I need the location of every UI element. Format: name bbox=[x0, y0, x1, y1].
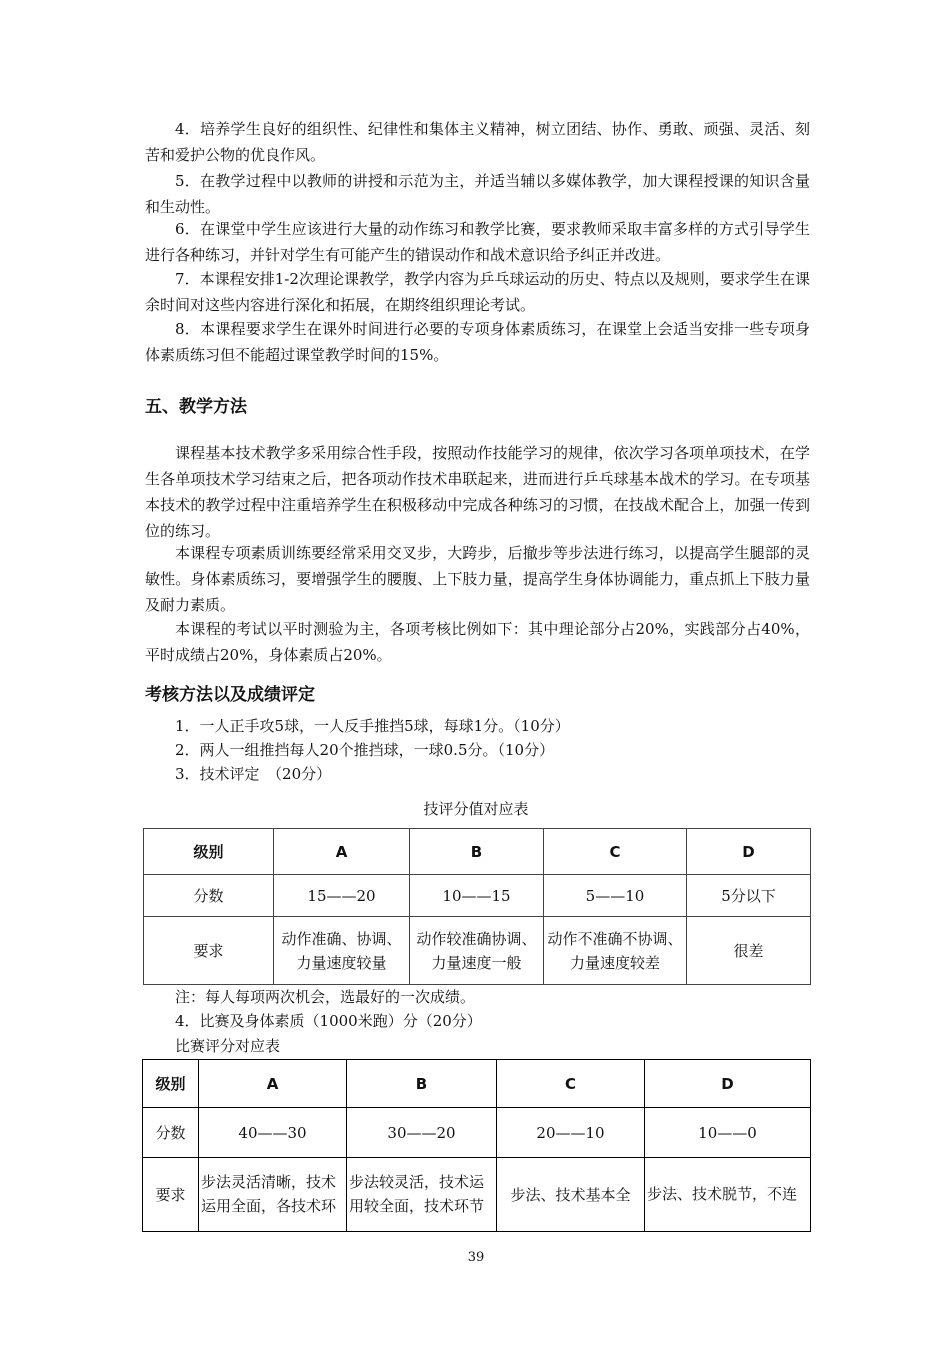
table-header-cell: D bbox=[645, 1060, 811, 1108]
table-cell: 要求 bbox=[143, 1158, 199, 1232]
page-number: 39 bbox=[467, 1250, 485, 1265]
table-row bbox=[143, 1060, 811, 1108]
table-cell: 步法、技术基本全 bbox=[497, 1158, 645, 1232]
table-note: 注：每人每项两次机会，选最好的一次成绩。 bbox=[175, 988, 476, 1006]
table-cell bbox=[347, 1158, 497, 1232]
table-cell: 5——10 bbox=[544, 875, 687, 917]
section-heading: 考核方法以及成绩评定 bbox=[145, 685, 315, 705]
table-cell: 很差 bbox=[687, 917, 811, 985]
table-cell: 5分以下 bbox=[687, 875, 811, 917]
match-score-table bbox=[142, 1059, 811, 1232]
table-cell: 30——20 bbox=[347, 1108, 497, 1158]
table-cell-text: 步法较灵活，技术运用较全面，技术环节 bbox=[349, 1172, 485, 1215]
table-header-cell: 级别 bbox=[144, 829, 274, 875]
table-header-cell: B bbox=[347, 1060, 497, 1108]
table-header-cell: A bbox=[199, 1060, 347, 1108]
table-header-cell: C bbox=[497, 1060, 645, 1108]
table-caption: 比赛评分对应表 bbox=[175, 1037, 281, 1055]
list-item: 4．比赛及身体素质（1000米跑）分（20分） bbox=[175, 1012, 482, 1030]
paragraph: 本课程专项素质训练要经常采用交叉步，大跨步，后撤步等步法进行练习，以提高学生腿部的灵敏性。身体素质练习，要增强学生的腰腹、上下肢力量，提高学生身体协调能力，重点抓上下肢力量及耐力素质。 bbox=[145, 544, 810, 614]
list-item: 5．在教学过程中以教师的讲授和示范为主，并适当辅以多媒体教学，加大课程授课的知识含量和生动性。 bbox=[145, 172, 810, 216]
table-header-cell: B bbox=[410, 829, 544, 875]
table-caption: 技评分值对应表 bbox=[423, 800, 529, 818]
technical-score-table bbox=[143, 828, 811, 985]
table-cell: 动作准确、协调、力量速度较量 bbox=[274, 917, 410, 985]
list-item: 6．在课堂中学生应该进行大量的动作练习和教学比赛，要求教师采取丰富多样的方式引导学生进行各种练习，并针对学生有可能产生的错误动作和战术意识给予纠正并改进。 bbox=[145, 220, 810, 264]
section-heading: 五、教学方法 bbox=[145, 397, 247, 417]
table-row bbox=[144, 829, 811, 875]
paragraph: 本课程的考试以平时测验为主，各项考核比例如下：其中理论部分占20%，实践部分占40%，平时成绩占20%，身体素质占20%。 bbox=[145, 620, 810, 664]
list-item: 1．一人正手攻5球，一人反手推挡5球，每球1分。（10分） bbox=[175, 717, 570, 735]
table-cell: 动作较准确协调、力量速度一般 bbox=[410, 917, 544, 985]
table-cell: 动作不准确不协调、力量速度较差 bbox=[544, 917, 687, 985]
table-cell bbox=[645, 1158, 811, 1232]
list-item: 4．培养学生良好的组织性、纪律性和集体主义精神，树立团结、协作、勇敢、顽强、灵活、刻苦和爱护公物的优良作风。 bbox=[145, 120, 810, 164]
list-item: 8．本课程要求学生在课外时间进行必要的专项身体素质练习，在课堂上会适当安排一些专项身体素质练习但不能超过课堂教学时间的15%。 bbox=[145, 320, 810, 364]
table-cell: 分数 bbox=[144, 875, 274, 917]
list-item: 3．技术评定 （20分） bbox=[175, 765, 332, 783]
table-header-cell: A bbox=[274, 829, 410, 875]
table-row bbox=[143, 1158, 811, 1232]
table-cell-text: 步法、技术脱节，不连 bbox=[647, 1184, 798, 1203]
table-cell: 10——0 bbox=[645, 1108, 811, 1158]
table-row bbox=[144, 875, 811, 917]
table-cell: 要求 bbox=[144, 917, 274, 985]
table-cell: 10——15 bbox=[410, 875, 544, 917]
table-cell-text: 步法灵活清晰，技术运用全面，各技术环 bbox=[201, 1172, 337, 1215]
list-item: 2．两人一组推挡每人20个推挡球，一球0.5分。（10分） bbox=[175, 741, 555, 759]
table-header-cell: C bbox=[544, 829, 687, 875]
list-item: 7．本课程安排1-2次理论课教学，教学内容为乒乓球运动的历史、特点以及规则，要求学生在课余时间对这些内容进行深化和拓展，在期终组织理论考试。 bbox=[145, 270, 810, 314]
table-row bbox=[144, 917, 811, 985]
table-cell bbox=[199, 1158, 347, 1232]
table-cell: 40——30 bbox=[199, 1108, 347, 1158]
table-header-cell: 级别 bbox=[143, 1060, 199, 1108]
paragraph: 课程基本技术教学多采用综合性手段，按照动作技能学习的规律，依次学习各项单项技术，在学生各单项技术学习结束之后，把各项动作技术串联起来，进而进行乒乓球基本战术的学习。在专项基本技术的教学过程中注重培养学生在积极移动中完成各种练习的习惯，在技战术配合上，加强一传到位的练习。 bbox=[145, 444, 810, 540]
table-cell: 分数 bbox=[143, 1108, 199, 1158]
table-header-cell: D bbox=[687, 829, 811, 875]
table-row bbox=[143, 1108, 811, 1158]
table-cell: 20——10 bbox=[497, 1108, 645, 1158]
table-cell: 15——20 bbox=[274, 875, 410, 917]
